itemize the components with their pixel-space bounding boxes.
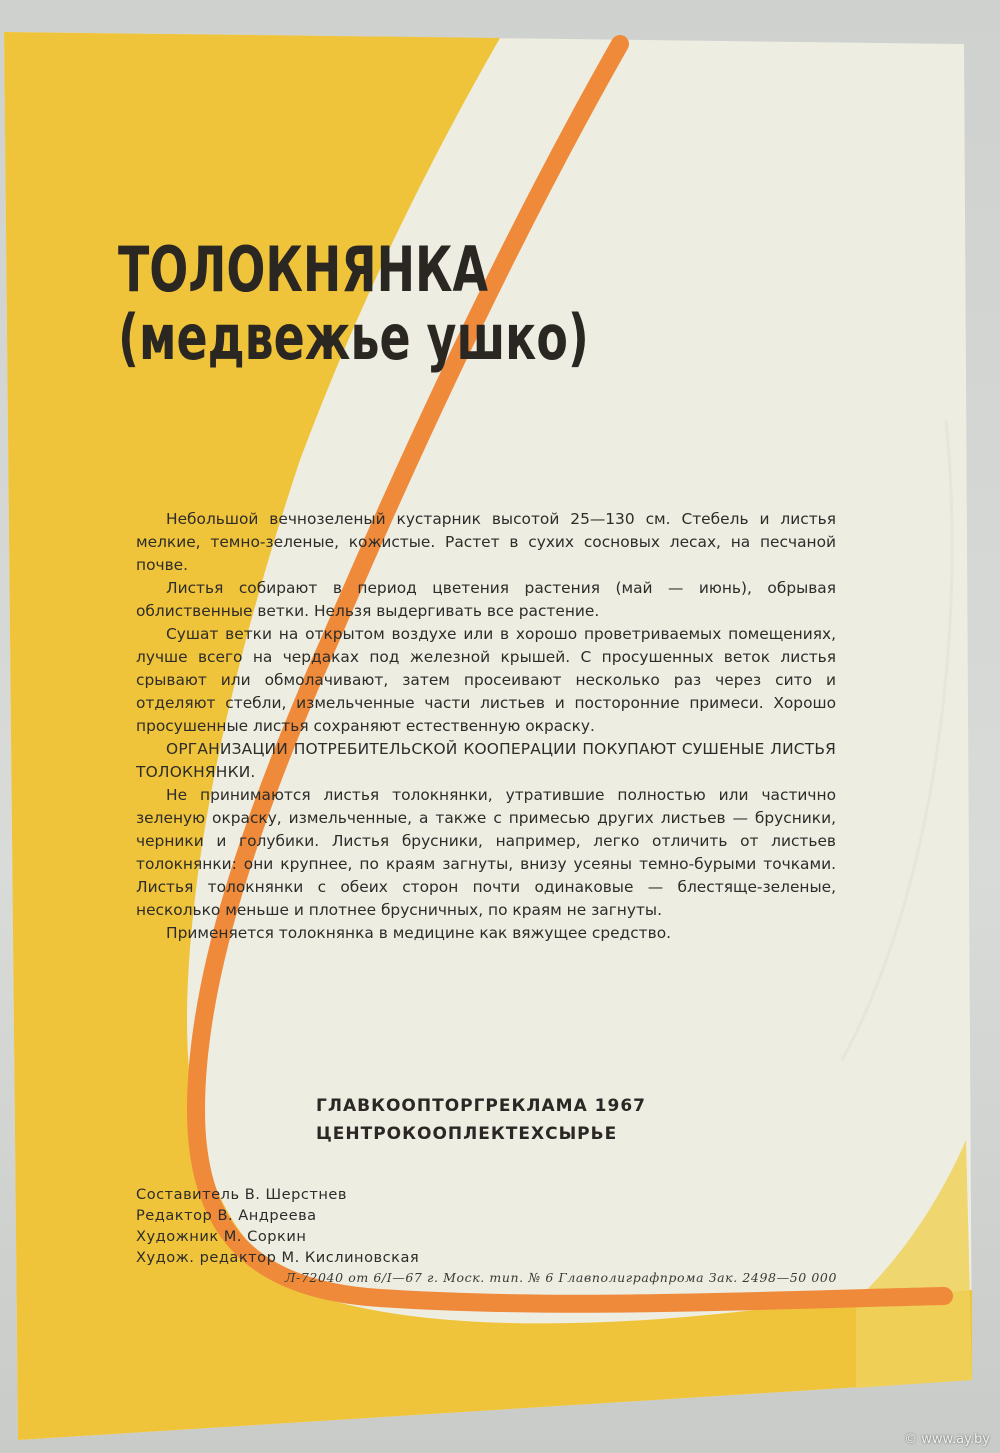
site-watermark: © www.ay.by [904,1432,990,1447]
credit-compiler: Составитель В. Шерстнев [136,1186,348,1203]
paragraph-purchase-notice: ОРГАНИЗАЦИИ ПОТРЕБИТЕЛЬСКОЙ КООПЕРАЦИИ ПОКУПАЮТ СУШЕНЫЕ ЛИСТЬЯ ТОЛОКНЯНКИ. [136,740,836,781]
paragraph-harvest: Листья собирают в период цветения растения (май — июнь), обрывая облиственные ветки. Нельзя выдергивать все растение. [136,579,836,620]
paragraph-description: Небольшой вечнозеленый кустарник высотой 25—130 см. Стебель и листья мелкие, темно-зеленые, кожистые. Растет в сухих сосновых лесах, на песчаной почве. [136,510,836,574]
publisher-block [316,1092,646,1148]
title-line-2: (медвежье ушко) [118,301,589,375]
leaflet-title [118,233,589,375]
credit-artist: Художник М. Соркин [136,1228,307,1245]
print-imprint: Л-72040 от 6/I—67 г. Моск. тип. № 6 Главполиграфпрома Зак. 2498—50 000 [285,1270,838,1285]
credit-editor: Редактор В. Андреева [136,1207,317,1224]
credit-art-editor: Худож. редактор М. Кислиновская [136,1249,420,1266]
paragraph-usage: Применяется толокнянка в медицине как вяжущее средство. [166,924,672,942]
publisher-line-1: ГЛАВКООПТОРГРЕКЛАМА 1967 [316,1096,646,1116]
body-text [136,508,836,945]
credits-block [136,1184,419,1268]
paragraph-rejection: Не принимаются листья толокнянки, утратившие полностью или частично зеленую окраску, измельченные, а также с примесью других листьев — брусники, черники и голубики. Листья брусники, например, легко отличить от листьев толокнянки: они крупнее, по краям загнуты, внизу усеяны темно-бурыми точками. Листья толокнянки с обеих сторон почти одинаковые — блестяще-зеленые, несколько меньше и плотнее брусничных, по краям не загнуты. [136,786,836,919]
title-line-1: ТОЛОКНЯНКА [118,233,489,306]
publisher-line-2: ЦЕНТРОКООПЛЕКТЕХСЫРЬЕ [316,1124,618,1144]
paragraph-drying: Сушат ветки на открытом воздухе или в хорошо проветриваемых помещениях, лучше всего на чердаках под железной крышей. С просушенных веток листья срывают или обмолачивают, затем просеивают несколько раз через сито и отделяют стебли, измельченные части листьев и посторонние примеси. Хорошо просушенные листья сохраняют естественную окраску. [136,625,836,735]
